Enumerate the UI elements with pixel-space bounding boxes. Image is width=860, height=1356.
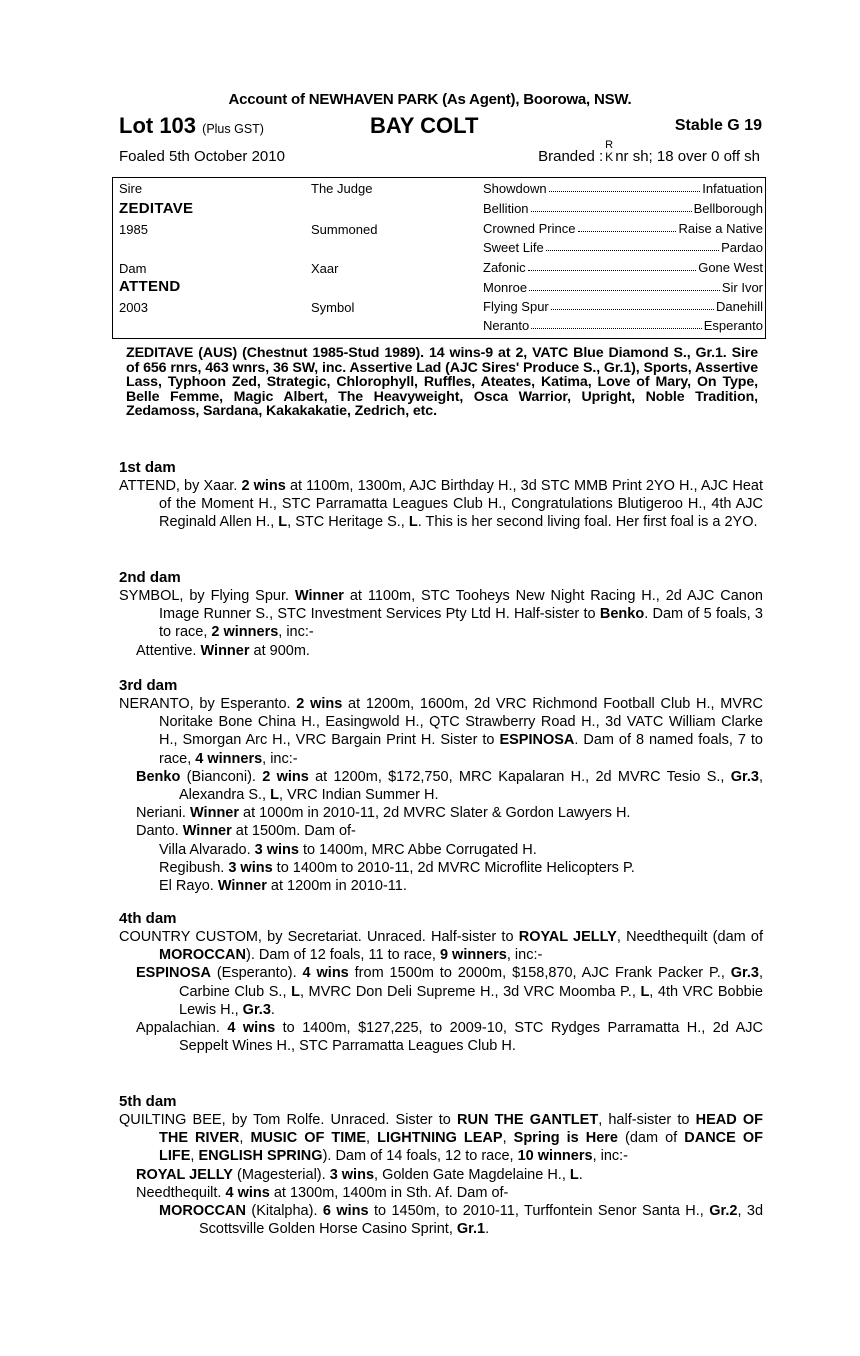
bold-text: L (270, 787, 279, 804)
bold-text: Gr.1 (456, 1221, 486, 1238)
bold-text: Winner (182, 823, 232, 840)
bold-text: Benko (136, 768, 181, 785)
brand-info (538, 139, 760, 165)
grandsire-sire: Gone West (698, 260, 763, 275)
sire-year: 1985 (119, 222, 148, 237)
bold-text: Winner (217, 878, 267, 895)
bold-text: ESPINOSA (136, 965, 211, 982)
bold-text: 4 wins (225, 1184, 270, 1201)
text: at 1100m, 1300m, AJC Birthday H., 3d STC MMB Print 2YO H., AJC Heat of the Moment H., STC Parramatta Leagues Club H., Congratulations Blutigeroo H., 4th AJC Reginald Allen H., (159, 478, 763, 531)
bold-text: MOROCCAN (159, 947, 246, 964)
text: (Kitalpha). (246, 1203, 323, 1220)
grandsire: Crowned Prince (483, 221, 576, 236)
dam-sire: Xaar (311, 261, 339, 276)
dam-paragraph (119, 477, 763, 532)
bold-text: 3 wins (228, 859, 273, 876)
brand-details: nr sh; 18 over 0 off sh (615, 148, 760, 165)
brand-mark (605, 139, 614, 164)
text: at 1000m in 2010-11, 2d MVRC Slater & Gordon Lawyers H. (239, 805, 631, 822)
branded-label: Branded : (538, 148, 604, 165)
text: Attentive. (136, 642, 201, 659)
progeny-entry (119, 1184, 763, 1202)
text: . (270, 1001, 275, 1018)
bold-text: 3 wins (329, 1166, 375, 1183)
bold-text: L (408, 514, 418, 531)
grandsire-sire: Danehill (716, 299, 763, 314)
lot-label: Lot 103 (119, 113, 197, 138)
sire-name: ZEDITAVE (119, 200, 194, 217)
progeny-entry (119, 804, 763, 822)
grandparent-row (483, 240, 763, 255)
bold-text: Gr.3 (242, 1001, 271, 1018)
text: (Esperanto). (210, 965, 303, 982)
dam-label: Dam (119, 261, 147, 276)
dam-paragraph (119, 587, 763, 642)
text: , inc:- (278, 624, 314, 641)
progeny-entry (119, 822, 763, 840)
progeny-entry (119, 642, 763, 660)
grandparent-row (483, 318, 763, 333)
granddam-sire: Sir Ivor (721, 280, 763, 295)
text: , inc:- (592, 1148, 629, 1165)
bold-text: Winner (294, 588, 344, 604)
bold-text: 2 winners (211, 624, 279, 641)
text: Danto. (136, 823, 183, 840)
bold-text: 2 wins (262, 768, 309, 785)
text: , (239, 1130, 251, 1147)
text: at 1500m. Dam of- (231, 823, 356, 840)
section-heading: 3rd dam (119, 677, 178, 694)
text: , inc:- (262, 750, 298, 767)
text: to 1400m, $127,225, to 2009-10, STC Rydges Parramatta H., 2d AJC Seppelt Wines H., STC Parramatta Leagues Club H. (179, 1020, 764, 1055)
text: , 3d Scottsville Golden Horse Casino Sprint, (199, 1203, 764, 1238)
grand-progeny-entry (119, 859, 763, 877)
bold-text: ENGLISH SPRING (198, 1148, 323, 1165)
text: at 1200m, $172,750, MRC Kapalaran H., 2d MVRC Tesio S., (308, 768, 731, 785)
text: , inc:- (506, 947, 543, 964)
grand-progeny-entry (119, 877, 763, 895)
text: to 1400m, MRC Abbe Corrugated H. (298, 841, 537, 858)
section-heading: 4th dam (119, 910, 177, 927)
text: Neriani. (136, 805, 190, 822)
bold-text: 9 winners (439, 947, 507, 964)
text: , (190, 1148, 199, 1165)
text: QUILTING BEE, by Tom Rolfe. Unraced. Sister to (119, 1112, 457, 1128)
bold-text: RUN THE GANTLET (457, 1112, 599, 1128)
text: . (578, 1166, 583, 1183)
text: to 1450m, to 2010-11, Turffontein Senor Santa H., (368, 1203, 710, 1220)
grandparent-row (483, 181, 763, 196)
grandsire-sire: Raise a Native (678, 221, 763, 236)
pedigree-table (112, 177, 766, 339)
bold-text: Gr.3 (730, 768, 759, 785)
text: . Dam of 5 foals, 3 to race, (159, 606, 763, 641)
bold-text: DANCE OF LIFE (159, 1130, 764, 1165)
text: , Carbine Club S., (179, 965, 764, 1000)
text: ). Dam of 14 foals, 12 to race, (322, 1148, 518, 1165)
bold-text: 3 wins (254, 841, 299, 858)
bold-text: 4 winners (195, 750, 263, 767)
text: to 1400m to 2010-11, 2d MVRC Microflite Helicopters P. (272, 859, 635, 876)
granddam: Neranto (483, 318, 530, 333)
text: , Golden Gate Magdelaine H., (374, 1166, 570, 1183)
sire-summary: ZEDITAVE (AUS) (Chestnut 1985-Stud 1989). 14 wins-9 at 2, VATC Blue Diamond S., Gr.1. Sire of 656 rnrs, 463 wnrs, 36 SW, inc. Assertive Lad (AJC Sires' Produce S., Gr.1), Sports, Assertive Lass, Typhoon Zed, Strategic, Chlorophyll, Ruffles, Ateates, Katima, Love of Mary, On Type, Belle Femme, Magic Albert, The Heavyweight, Osca Warrior, Upright, Noble Tradition, Zedamoss, Sardana, Kakakakatie, Zedrich, etc. (126, 345, 758, 420)
progeny-entry (119, 1166, 763, 1184)
grandsire: Zafonic (483, 260, 526, 275)
fifth-dam-section (119, 1093, 763, 1238)
text: (Bianconi). (180, 768, 263, 785)
bold-text: L (640, 983, 650, 1000)
bold-text: L (569, 1166, 579, 1183)
section-heading: 5th dam (119, 1093, 177, 1110)
text: ATTEND, by Xaar. (119, 478, 242, 494)
text: , Needthequilt (dam of (616, 929, 763, 945)
dam-name: ATTEND (119, 278, 181, 295)
text: Appalachian. (136, 1020, 228, 1037)
leader-dots (528, 260, 697, 271)
lot-header (119, 113, 762, 141)
text: , (502, 1130, 514, 1147)
granddam-sire: Esperanto (703, 318, 763, 333)
dam-dam: Symbol (311, 300, 355, 315)
text: ). Dam of 12 foals, 11 to race, (246, 947, 440, 964)
text: NERANTO, by Esperanto. (119, 696, 297, 712)
bold-text: ROYAL JELLY (518, 929, 617, 945)
stable-number: Stable G 19 (674, 117, 762, 134)
granddam: Bellition (483, 201, 529, 216)
text: . Dam of 8 named foals, 7 to race, (159, 732, 763, 767)
granddam: Monroe (483, 280, 528, 295)
text: at 900m. (249, 642, 310, 659)
grandparent-row (483, 260, 763, 275)
text: from 1500m to 2000m, $158,870, AJC Frank Packer P., (348, 965, 731, 982)
bold-text: MOROCCAN (159, 1203, 246, 1220)
bold-text: 2 wins (241, 478, 286, 494)
lot-number (119, 113, 264, 139)
sire-sire: The Judge (311, 181, 373, 196)
leader-dots (551, 299, 714, 310)
second-dam-section (119, 569, 763, 660)
bold-text: Winner (190, 805, 240, 822)
sire-dam: Summoned (311, 222, 378, 237)
grandsire: Flying Spur (483, 299, 549, 314)
bold-text: 10 winners (517, 1148, 593, 1165)
text: at 1200m, 1600m, 2d VRC Richmond Football Club H., MVRC Noritake Bone China H., Easingwold H., QTC Strawberry Road H., 3d VATC William Clarke H., Smorgan Arc H., VRC Bargain Print H. Sister to (159, 696, 763, 749)
foaled-date: Foaled 5th October 2010 (119, 148, 285, 165)
bold-text: 2 wins (296, 696, 343, 712)
text: , (366, 1130, 378, 1147)
bold-text: Gr.2 (709, 1203, 738, 1220)
bold-text: L (278, 514, 288, 531)
text: Needthequilt. (136, 1184, 226, 1201)
bold-text: Winner (200, 642, 250, 659)
bold-text: 6 wins (322, 1203, 369, 1220)
text: COUNTRY CUSTOM, by Secretariat. Unraced. Half-sister to (119, 929, 519, 945)
sire-label: Sire (119, 181, 143, 196)
leader-dots (578, 221, 677, 232)
text: Villa Alvarado. (159, 841, 255, 858)
text: (dam of (618, 1130, 685, 1147)
grandsire-sire: Infatuation (702, 181, 763, 196)
bold-text: L (291, 983, 300, 1000)
grandsire: Showdown (483, 181, 547, 196)
bold-text: 4 wins (302, 965, 349, 982)
grandparent-row (483, 221, 763, 236)
text: (Magesterial). (232, 1166, 330, 1183)
bold-text: ROYAL JELLY (136, 1166, 233, 1183)
grandparent-row (483, 280, 763, 295)
text: . This is her second living foal. Her first foal is a 2YO. (417, 514, 758, 531)
first-dam-section (119, 459, 763, 532)
dam-paragraph (119, 695, 763, 768)
progeny-entry (119, 768, 763, 804)
leader-dots (549, 181, 701, 192)
text: , Alexandra S., (179, 768, 763, 804)
leader-dots (546, 240, 719, 251)
bold-text: ESPINOSA (499, 732, 575, 749)
grandparent-row (483, 201, 763, 216)
text: , STC Heritage S., (287, 514, 409, 531)
bold-text: LIGHTNING LEAP (377, 1130, 503, 1147)
lot-title: BAY COLT (370, 113, 479, 138)
gst-note: (Plus GST) (202, 122, 264, 136)
leader-dots (531, 318, 701, 329)
text: , 4th VRC Bobbie Lewis H., (179, 983, 763, 1018)
text: , half-sister to (598, 1112, 696, 1128)
text: SYMBOL, by Flying Spur. (119, 588, 295, 604)
brand-bottom: K (605, 150, 614, 164)
text: at 1200m in 2010-11. (266, 878, 407, 895)
bold-text: 4 wins (227, 1020, 276, 1037)
granddam-sire: Bellborough (693, 201, 763, 216)
bold-text: HEAD OF THE RIVER (159, 1112, 763, 1147)
leader-dots (529, 280, 720, 291)
bold-text: Gr.3 (730, 965, 759, 982)
bold-text: Benko (599, 606, 645, 623)
granddam: Sweet Life (483, 240, 544, 255)
text: at 1300m, 1400m in Sth. Af. Dam of- (269, 1184, 509, 1201)
bold-text: MUSIC OF TIME (250, 1130, 367, 1147)
brand-top: R (605, 139, 614, 151)
text: Regibush. (159, 859, 229, 876)
progeny-entry (119, 964, 763, 1019)
bold-text: Spring is Here (513, 1130, 618, 1147)
grand-progeny-entry (119, 841, 763, 859)
text: . (485, 1221, 490, 1238)
section-heading: 1st dam (119, 459, 176, 476)
text: , MVRC Don Deli Supreme H., 3d VRC Moomba P., (299, 983, 641, 1000)
progeny-entry (119, 1019, 763, 1055)
granddam-sire: Pardao (721, 240, 763, 255)
section-heading: 2nd dam (119, 569, 181, 586)
leader-dots (531, 201, 692, 212)
vendor-account: Account of NEWHAVEN PARK (As Agent), Boorowa, NSW. (228, 91, 632, 108)
dam-paragraph (119, 928, 763, 964)
fourth-dam-section (119, 910, 763, 1055)
text: at 1100m, STC Tooheys New Night Racing H., 2d AJC Canon Image Runner S., STC Investment Services Pty Ltd H. Half-sister to (159, 588, 763, 623)
dam-paragraph (119, 1111, 763, 1166)
dam-year: 2003 (119, 300, 148, 315)
text: El Rayo. (159, 878, 218, 895)
third-dam-section (119, 677, 763, 895)
grandparent-row (483, 299, 763, 314)
grand-progeny-entry (119, 1202, 763, 1238)
text: , VRC Indian Summer H. (278, 787, 439, 804)
